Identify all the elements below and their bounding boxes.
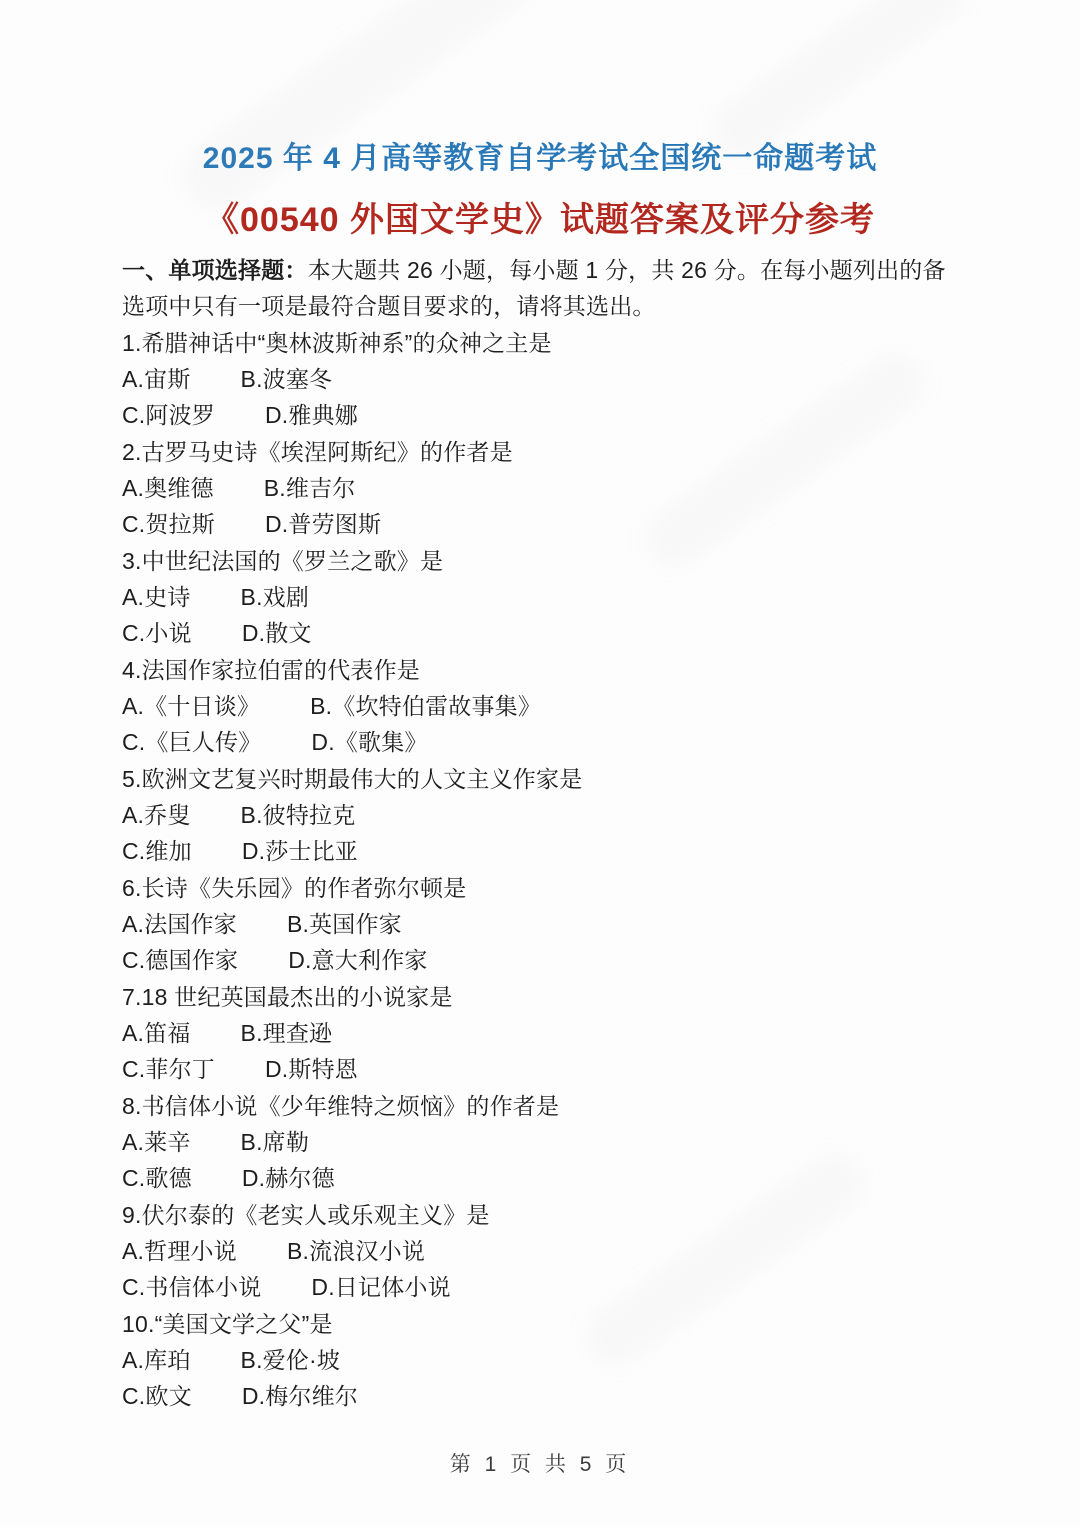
question-title: 古罗马史诗《埃涅阿斯纪》的作者是 xyxy=(141,438,513,465)
option-cell-left: A.哲理小说 xyxy=(122,1237,237,1264)
option-line xyxy=(122,1160,960,1196)
question-text xyxy=(122,1306,960,1342)
option-cell-left: A.法国作家 xyxy=(122,910,237,937)
question-number: 8. xyxy=(122,1092,142,1119)
question-text xyxy=(122,979,960,1015)
option-cell-right: B.流浪汉小说 xyxy=(286,1237,426,1264)
option-cell-right: D.梅尔维尔 xyxy=(241,1383,359,1410)
question-block xyxy=(122,543,960,652)
option-cell-right: B.彼特拉克 xyxy=(240,801,356,828)
option-cell-left: C.德国作家 xyxy=(122,947,239,974)
question-block xyxy=(122,1306,960,1415)
option-line xyxy=(122,906,960,942)
option-line xyxy=(122,1051,960,1087)
option-line xyxy=(122,397,960,433)
option-cell-right: B.席勒 xyxy=(240,1128,310,1155)
option-cell-right: D.莎士比亚 xyxy=(241,838,359,865)
question-title: 法国作家拉伯雷的代表作是 xyxy=(141,656,420,683)
option-cell-right: D.《歌集》 xyxy=(311,729,428,756)
document-title: 2025 年 4 月高等教育自学考试全国统一命题考试 xyxy=(202,142,878,175)
section-intro: 本大题共 26 小题，每小题 1 分，共 26 分。在每小题列出的备选项中只有一项是最符合题目要求的，请将其选出。 xyxy=(122,257,946,320)
option-cell-left: C.小说 xyxy=(122,620,192,647)
option-line xyxy=(122,579,960,615)
question-block xyxy=(122,325,960,434)
option-cell-left: C.贺拉斯 xyxy=(122,511,215,538)
document-body xyxy=(122,252,960,1415)
option-cell-left: A.奥维德 xyxy=(122,474,214,501)
question-text xyxy=(122,1197,960,1233)
question-number: 3. xyxy=(122,547,142,574)
option-line xyxy=(122,1233,960,1269)
question-title: 欧洲文艺复兴时期最伟大的人文主义作家是 xyxy=(141,765,583,792)
question-block xyxy=(122,1088,960,1197)
option-cell-left: C.欧文 xyxy=(122,1383,192,1410)
page-number-footer: 第 1 页 共 5 页 xyxy=(449,1453,631,1476)
option-line xyxy=(122,470,960,506)
question-text xyxy=(122,434,960,470)
option-cell-left: C.阿波罗 xyxy=(122,402,215,429)
question-block xyxy=(122,761,960,870)
option-cell-right: B.戏剧 xyxy=(240,583,310,610)
question-text xyxy=(122,870,960,906)
question-number: 4. xyxy=(122,656,142,683)
section-label: 一、单项选择题： xyxy=(122,257,308,283)
option-line xyxy=(122,797,960,833)
question-block xyxy=(122,652,960,761)
question-number: 6. xyxy=(122,874,142,901)
option-line xyxy=(122,833,960,869)
option-cell-right: D.散文 xyxy=(241,620,312,647)
question-title: “美国文学之父”是 xyxy=(154,1310,333,1337)
question-number: 10. xyxy=(122,1310,155,1337)
question-text xyxy=(122,1088,960,1124)
option-cell-left: A.乔叟 xyxy=(122,801,191,828)
option-cell-left: A.《十日谈》 xyxy=(122,692,261,719)
option-cell-left: A.史诗 xyxy=(122,583,191,610)
question-block xyxy=(122,979,960,1088)
option-cell-right: D.赫尔德 xyxy=(241,1165,335,1192)
option-cell-left: A.莱辛 xyxy=(122,1128,191,1155)
option-cell-right: B.维吉尔 xyxy=(263,474,356,501)
document-subtitle: 《00540 外国文学史》试题答案及评分参考 xyxy=(205,201,875,239)
option-line xyxy=(122,1124,960,1160)
question-title: 18 世纪英国最杰出的小说家是 xyxy=(141,983,453,1010)
option-cell-right: D.斯特恩 xyxy=(265,1056,358,1083)
option-cell-right: D.日记体小说 xyxy=(311,1274,451,1301)
option-line xyxy=(122,615,960,651)
question-title: 长诗《失乐园》的作者弥尔顿是 xyxy=(141,874,467,901)
option-cell-right: D.普劳图斯 xyxy=(265,511,382,538)
option-line xyxy=(122,506,960,542)
question-title: 希腊神话中“奥林波斯神系”的众神之主是 xyxy=(141,329,552,356)
question-title: 书信体小说《少年维特之烦恼》的作者是 xyxy=(141,1092,560,1119)
option-cell-left: C.歌德 xyxy=(122,1165,192,1192)
option-line xyxy=(122,942,960,978)
option-cell-left: A.库珀 xyxy=(122,1346,191,1373)
questions xyxy=(122,325,960,1415)
question-block xyxy=(122,434,960,543)
question-number: 1. xyxy=(122,329,142,356)
option-cell-left: C.菲尔丁 xyxy=(122,1056,215,1083)
option-line xyxy=(122,361,960,397)
option-cell-right: B.理查逊 xyxy=(240,1019,333,1046)
option-line xyxy=(122,1342,960,1378)
option-cell-left: A.宙斯 xyxy=(122,365,191,392)
option-cell-right: B.波塞冬 xyxy=(240,365,333,392)
option-cell-right: D.雅典娜 xyxy=(265,402,358,429)
option-line xyxy=(122,688,960,724)
question-title: 伏尔泰的《老实人或乐观主义》是 xyxy=(141,1201,490,1228)
question-block xyxy=(122,1197,960,1306)
option-cell-right: B.英国作家 xyxy=(286,910,402,937)
question-text xyxy=(122,761,960,797)
question-number: 2. xyxy=(122,438,142,465)
section-header xyxy=(122,252,960,325)
question-number: 9. xyxy=(122,1201,142,1228)
option-cell-left: A.笛福 xyxy=(122,1019,191,1046)
question-number: 5. xyxy=(122,765,142,792)
option-cell-right: B.《坎特伯雷故事集》 xyxy=(310,692,542,719)
option-line xyxy=(122,1269,960,1305)
option-cell-left: C.《巨人传》 xyxy=(122,729,262,756)
option-cell-left: C.书信体小说 xyxy=(122,1274,262,1301)
question-text xyxy=(122,652,960,688)
option-line xyxy=(122,724,960,760)
question-title: 中世纪法国的《罗兰之歌》是 xyxy=(141,547,444,574)
option-cell-right: D.意大利作家 xyxy=(288,947,428,974)
question-block xyxy=(122,870,960,979)
question-text xyxy=(122,543,960,579)
option-line xyxy=(122,1015,960,1051)
option-line xyxy=(122,1378,960,1414)
question-text xyxy=(122,325,960,361)
option-cell-right: B.爱伦·坡 xyxy=(240,1346,341,1373)
option-cell-left: C.维加 xyxy=(122,838,192,865)
question-number: 7. xyxy=(122,983,142,1010)
